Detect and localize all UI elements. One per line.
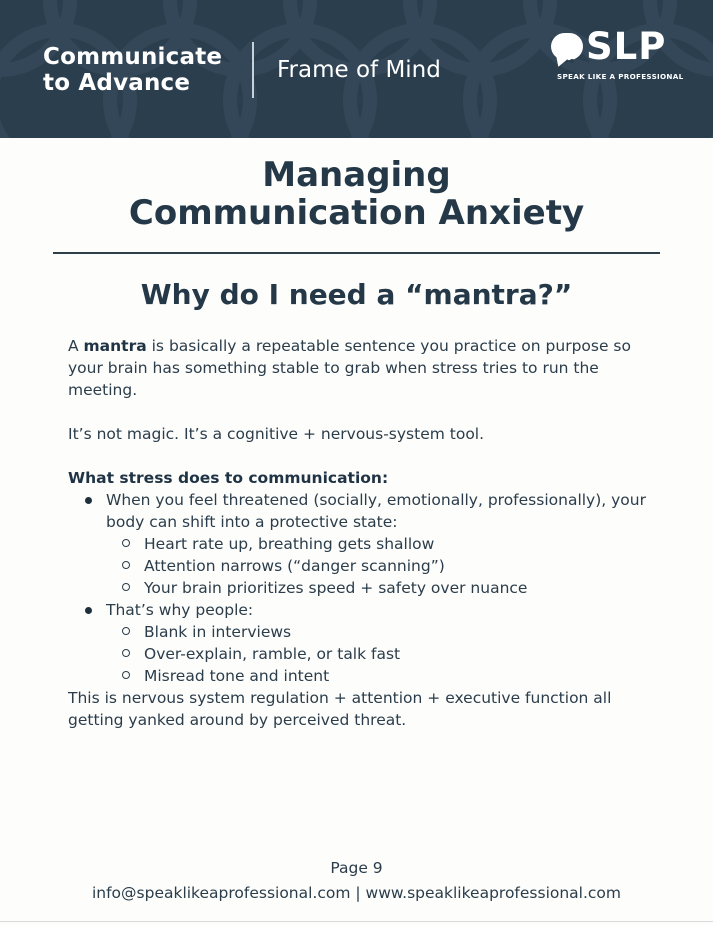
page-title (0, 156, 713, 232)
page-number: Page 9 (330, 859, 383, 877)
page-title-line-1: Managing (262, 155, 451, 195)
sub-list-item: Attention narrows (“danger scanning”) (106, 555, 658, 577)
contact-info: info@speaklikeaprofessional.com | www.speaklikeaprofessional.com (91, 884, 622, 902)
sub-list-item: Blank in interviews (106, 621, 658, 643)
sub-list (106, 533, 658, 599)
brand-line-1: Communicate (43, 44, 223, 70)
body-content (68, 335, 658, 731)
bullet-list (68, 489, 658, 687)
intro-paragraph (68, 335, 658, 401)
title-divider (53, 252, 660, 254)
sub-list-item: Your brain prioritizes speed + safety over nuance (106, 577, 658, 599)
brand-name (43, 44, 222, 96)
sub-list-item: Misread tone and intent (106, 665, 658, 687)
closing-paragraph: This is nervous system regulation + attention + executive function all getting yanked around by perceived threat. (68, 689, 612, 729)
page-header (0, 0, 713, 138)
bottom-border (0, 921, 713, 922)
speech-bubble-icon (551, 33, 583, 60)
list-item (68, 599, 658, 687)
list-item-text: When you feel threatened (socially, emotionally, professionally), your body can shift into a protective state: (106, 491, 646, 531)
sub-list (106, 621, 658, 687)
header-divider (252, 42, 254, 98)
section-subtitle: Why do I need a “mantra?” (140, 278, 573, 311)
list-item (68, 489, 658, 599)
sub-list-item: Heart rate up, breathing gets shallow (106, 533, 658, 555)
intro-prefix: A (68, 337, 84, 355)
logo-tagline: SPEAK LIKE A PROFESSIONAL (557, 72, 684, 81)
intro-rest: is basically a repeatable sentence you practice on purpose so your brain has something stable to grab when stress tries to run the meeting. (68, 337, 631, 399)
slp-logo (551, 25, 691, 86)
sub-list-item: Over-explain, ramble, or talk fast (106, 643, 658, 665)
list-item-text: That’s why people: (106, 601, 254, 619)
page-title-line-2: Communication Anxiety (128, 193, 585, 233)
list-heading: What stress does to communication: (68, 469, 389, 487)
section-title: Frame of Mind (277, 57, 441, 83)
brand-line-2: to Advance (43, 70, 191, 96)
logo-text: SLP (586, 25, 667, 68)
note-paragraph: It’s not magic. It’s a cognitive + nervous-system tool. (68, 425, 485, 443)
intro-term: mantra (83, 337, 147, 355)
